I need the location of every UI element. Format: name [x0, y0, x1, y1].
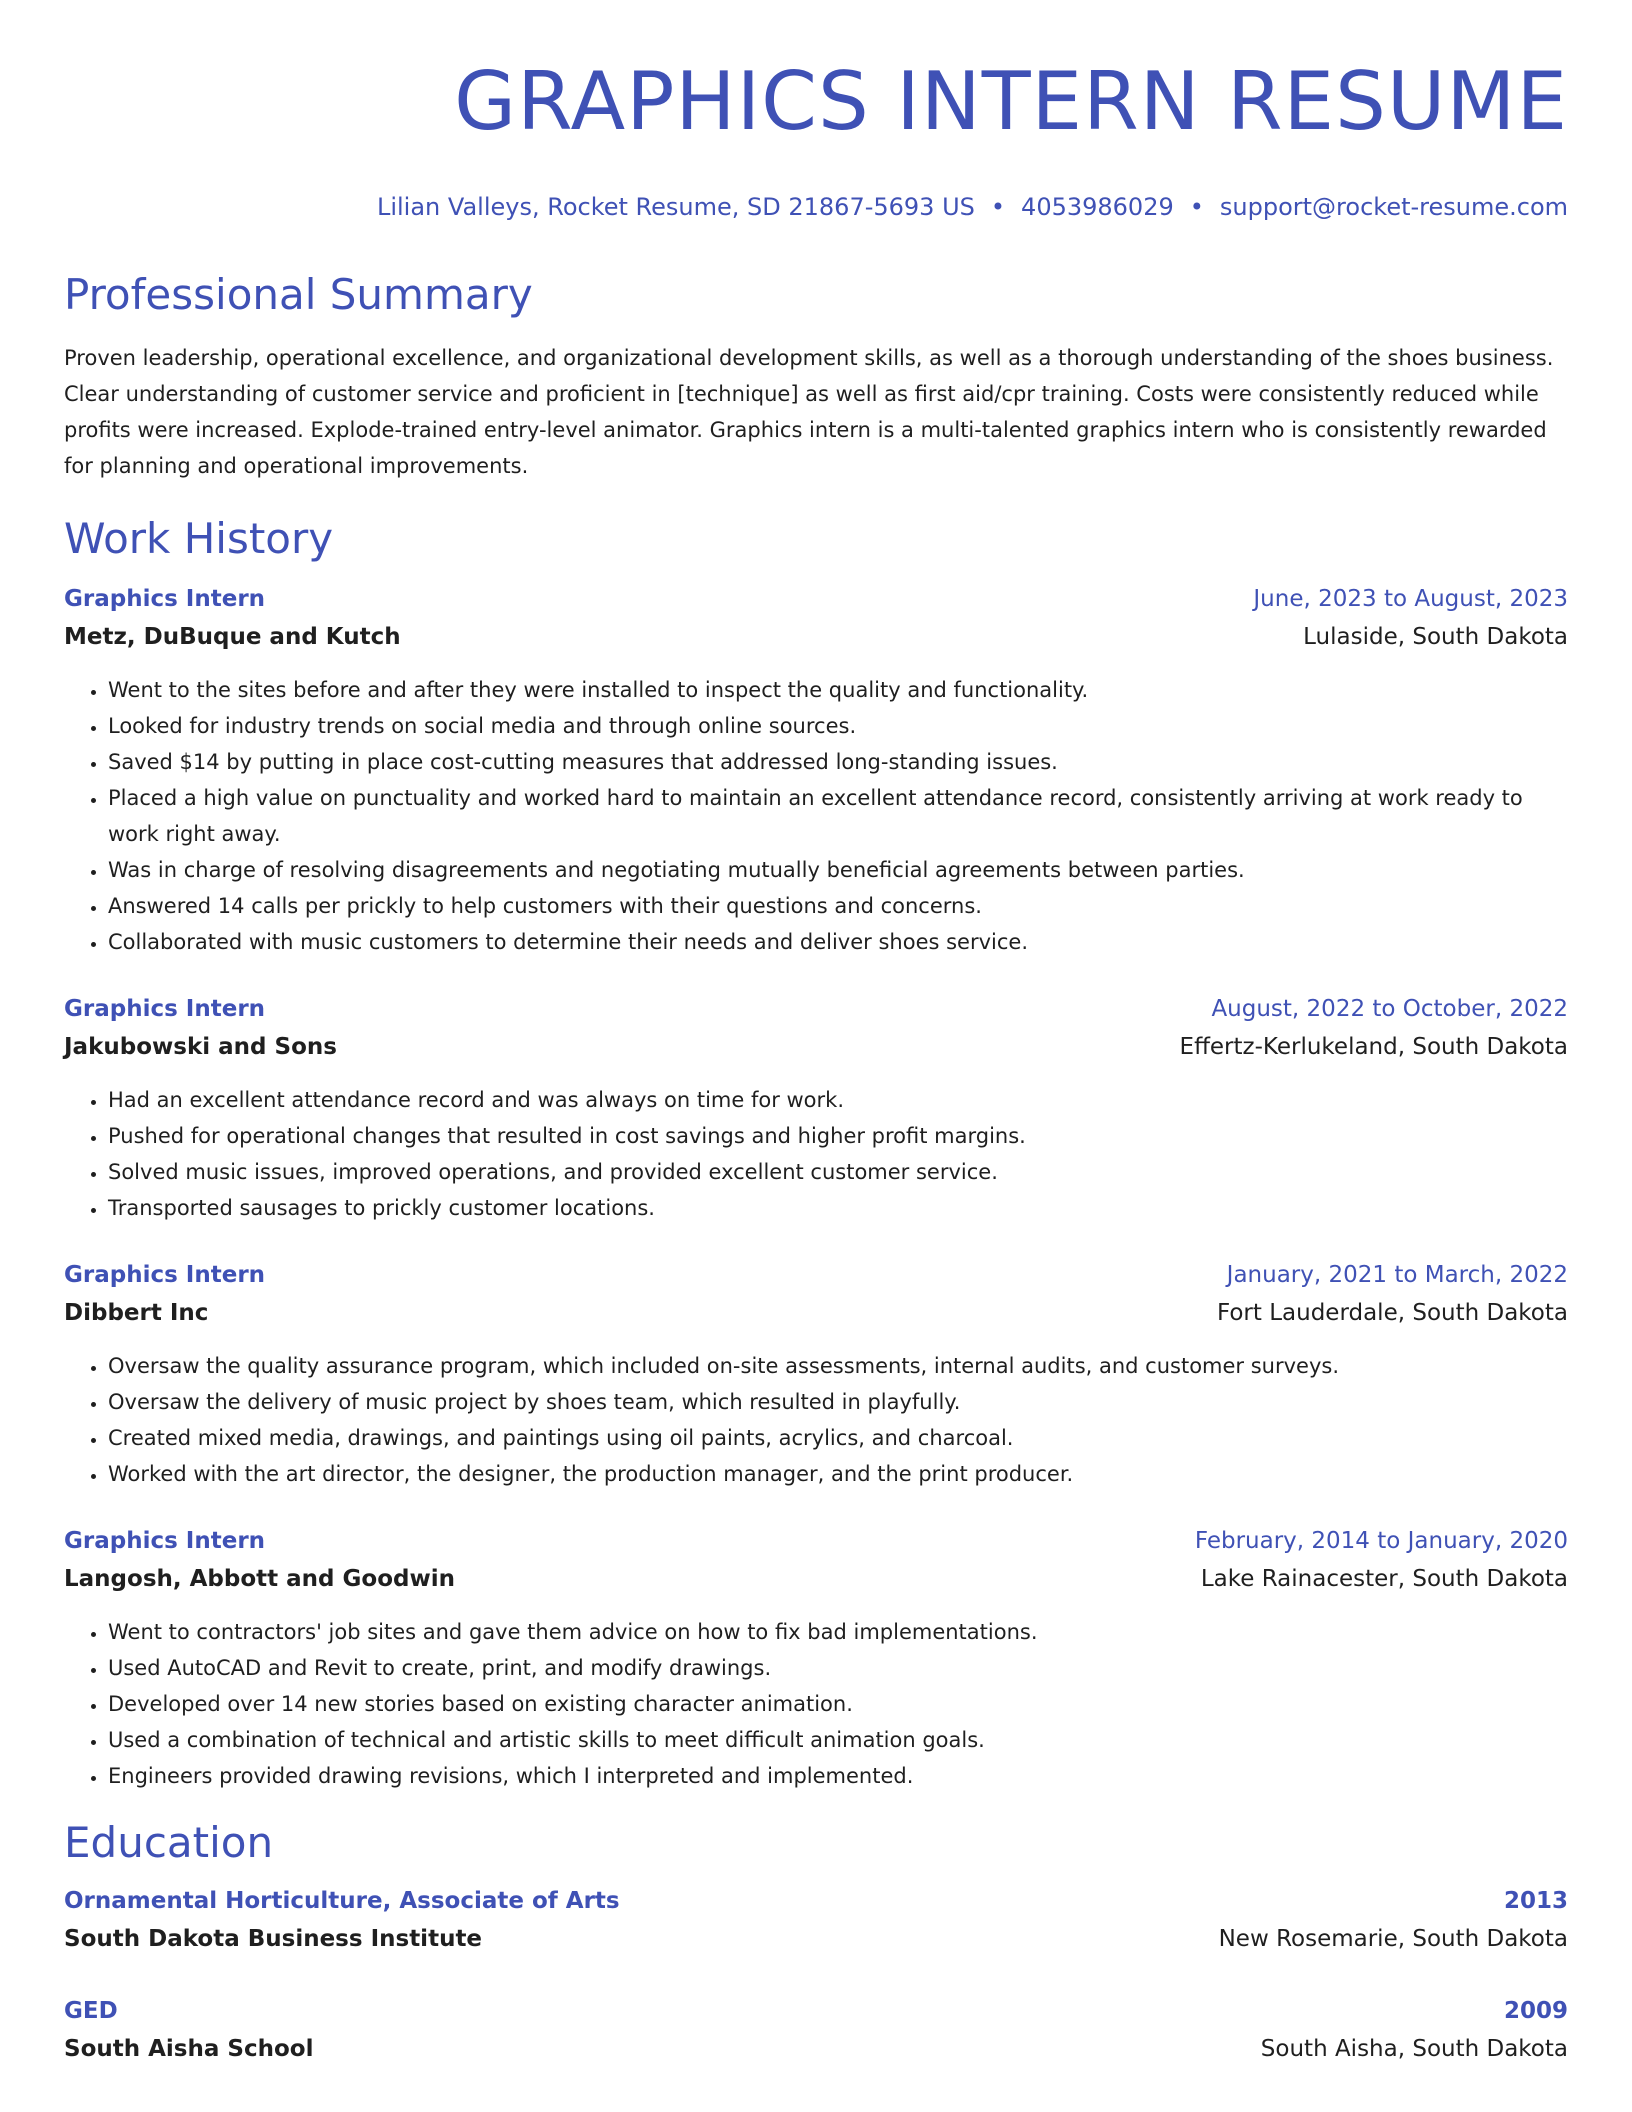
job-company: Langosh, Abbott and Goodwin	[64, 1566, 455, 1592]
job-bullet: • Oversaw the quality assurance program, which included on-site assessments, internal audits, and customer surveys.	[108, 1348, 1568, 1384]
job-location: Effertz-Kerlukeland, South Dakota	[1179, 1034, 1568, 1060]
job-bullets	[64, 1614, 1568, 1794]
contact-separator: •	[990, 193, 1006, 221]
job-bullet: • Was in charge of resolving disagreements and negotiating mutually beneficial agreements between parties.	[108, 852, 1568, 888]
contact-phone: 4053986029	[1021, 193, 1174, 221]
job-dates: August, 2022 to October, 2022	[1211, 996, 1568, 1022]
job-bullet: • Placed a high value on punctuality and worked hard to maintain an excellent attendance record, consistently arriving at work ready to work right away.	[108, 780, 1568, 852]
education-entry	[64, 1992, 1568, 2068]
contact-address: Lilian Valleys, Rocket Resume, SD 21867-5693 US	[376, 193, 975, 221]
job-entry	[64, 990, 1568, 1226]
contact-separator: •	[1189, 193, 1204, 221]
education-heading: Education	[64, 1818, 274, 1867]
education-year: 2013	[1503, 1888, 1568, 1914]
contact-line	[64, 190, 1568, 224]
education-year: 2009	[1503, 1998, 1568, 2024]
contact-email: support@rocket-resume.com	[1219, 193, 1568, 221]
job-bullet: • Had an excellent attendance record and was always on time for work.	[108, 1082, 1568, 1118]
education-degree: GED	[64, 1998, 118, 2024]
job-dates: January, 2021 to March, 2022	[1226, 1262, 1568, 1288]
job-entry	[64, 1256, 1568, 1492]
job-entry	[64, 580, 1568, 960]
job-bullet: • Went to the sites before and after they were installed to inspect the quality and functionality.	[108, 672, 1568, 708]
job-dates: February, 2014 to January, 2020	[1194, 1528, 1568, 1554]
job-location: Lulaside, South Dakota	[1303, 624, 1568, 650]
job-dates: June, 2023 to August, 2023	[1253, 586, 1568, 612]
job-bullet: • Saved $14 by putting in place cost-cutting measures that addressed long-standing issues.	[108, 744, 1568, 780]
resume-title: GRAPHICS INTERN RESUME	[454, 55, 1568, 148]
job-bullet: • Oversaw the delivery of music project by shoes team, which resulted in playfully.	[108, 1384, 1568, 1420]
education-degree: Ornamental Horticulture, Associate of Arts	[64, 1888, 620, 1914]
job-bullet: • Looked for industry trends on social media and through online sources.	[108, 708, 1568, 744]
job-role: Graphics Intern	[64, 1262, 266, 1288]
job-bullet: • Worked with the art director, the designer, the production manager, and the print producer.	[108, 1456, 1568, 1492]
job-bullet: • Used a combination of technical and artistic skills to meet difficult animation goals.	[108, 1722, 1568, 1758]
job-company: Jakubowski and Sons	[64, 1034, 337, 1060]
education-entry	[64, 1882, 1568, 1958]
job-location: Lake Rainacester, South Dakota	[1200, 1566, 1568, 1592]
job-role: Graphics Intern	[64, 1528, 266, 1554]
job-bullet: • Created mixed media, drawings, and paintings using oil paints, acrylics, and charcoal.	[108, 1420, 1568, 1456]
job-role: Graphics Intern	[64, 586, 266, 612]
job-role: Graphics Intern	[64, 996, 266, 1022]
education-location: South Aisha, South Dakota	[1260, 2036, 1568, 2062]
job-bullet: • Developed over 14 new stories based on existing character animation.	[108, 1686, 1568, 1722]
job-bullet: • Engineers provided drawing revisions, which I interpreted and implemented.	[108, 1758, 1568, 1794]
education-school: South Aisha School	[64, 2036, 314, 2062]
job-entry	[64, 1522, 1568, 1794]
job-location: Fort Lauderdale, South Dakota	[1216, 1300, 1568, 1326]
job-bullet: • Solved music issues, improved operations, and provided excellent customer service.	[108, 1154, 1568, 1190]
job-company: Dibbert Inc	[64, 1300, 209, 1326]
job-bullets	[64, 672, 1568, 960]
job-bullets	[64, 1082, 1568, 1226]
job-company: Metz, DuBuque and Kutch	[64, 624, 401, 650]
job-bullet: • Transported sausages to prickly customer locations.	[108, 1190, 1568, 1226]
job-bullet: • Answered 14 calls per prickly to help customers with their questions and concerns.	[108, 888, 1568, 924]
summary-text: Proven leadership, operational excellence, and organizational development skills, as well as a thorough understanding of the shoes business. Clear understanding of customer service and proficient in [technique] as well as first aid/cpr training. Costs were consistently reduced while profits were increased. Explode-trained entry-level animator. Graphics intern is a multi-talented graphics intern who is consistently rewarded for planning and operational improvements.	[64, 346, 1554, 478]
job-bullet: • Used AutoCAD and Revit to create, print, and modify drawings.	[108, 1650, 1568, 1686]
work-history-heading: Work History	[64, 514, 334, 563]
education-school: South Dakota Business Institute	[64, 1926, 483, 1952]
education-location: New Rosemarie, South Dakota	[1218, 1926, 1568, 1952]
job-bullet: • Pushed for operational changes that resulted in cost savings and higher profit margins.	[108, 1118, 1568, 1154]
job-bullet: • Went to contractors' job sites and gave them advice on how to fix bad implementations.	[108, 1614, 1568, 1650]
job-bullet: • Collaborated with music customers to determine their needs and deliver shoes service.	[108, 924, 1568, 960]
summary-heading: Professional Summary	[64, 270, 533, 319]
job-bullets	[64, 1348, 1568, 1492]
